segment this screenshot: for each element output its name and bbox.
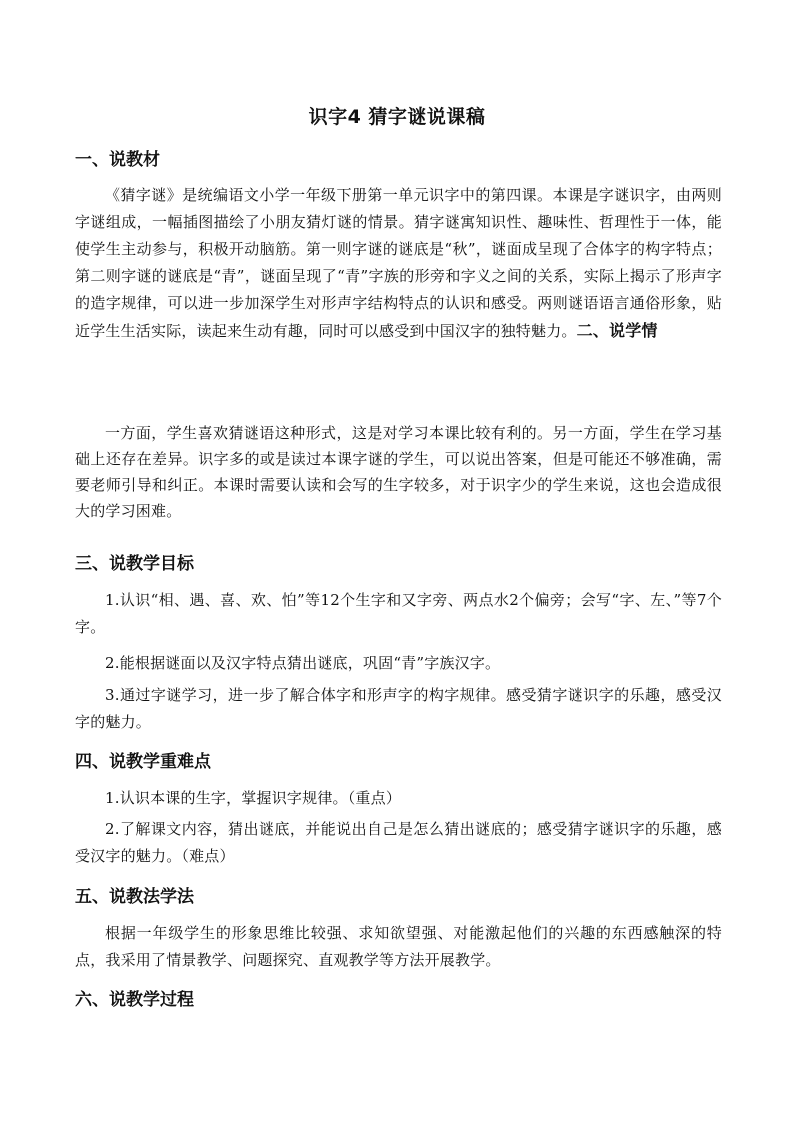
section-heading-2: 二、说学情 [576,321,658,340]
section-heading-4: 四、说教学重难点 [75,752,211,772]
section-1-paragraph [75,182,722,345]
section-heading-3: 三、说教学目标 [75,554,194,574]
document-title: 识字4 猜字谜说课稿 [308,106,486,128]
section-4-item-1: 1.认识本课的生字，掌握识字规律。（重点） [105,789,402,807]
section-5-paragraph: 根据一年级学生的形象思维比较强、求知欲望强、对能激起他们的兴趣的东西感触深的特点，我采用了情景教学、问题探究、直观教学等方法开展教学。 [75,924,722,969]
section-4-item-2: 2.了解课文内容，猜出谜底，并能说出自己是怎么猜出谜底的；感受猜字谜识字的乐趣，感受汉字的魅力。（难点） [75,820,722,865]
section-3-item-2: 2.能根据谜面以及汉字特点猜出谜底，巩固“青”字族汉字。 [105,654,501,672]
section-heading-1: 一、说教材 [75,150,160,170]
section-3-item-3: 3.通过字谜学习，进一步了解合体字和形声字的构字规律。感受猜字谜识字的乐趣，感受汉字的魅力。 [75,686,722,731]
section-2-paragraph: 一方面，学生喜欢猜谜语这种形式，这是对学习本课比较有利的。另一方面，学生在学习基础上还存在差异。识字多的或是读过本课字谜的学生，可以说出答案，但是可能还不够准确，需要老师引导和纠正。本课时需要认读和会写的生字较多，对于识字少的学生来说，这也会造成很大的学习困难。 [75,424,722,520]
section-heading-5: 五、说教法学法 [75,887,194,907]
section-3-item-1: 1.认识“相、遇、喜、欢、怕”等12个生字和又字旁、两点水2个偏旁；会写“字、左、”等7个字。 [75,591,722,636]
section-heading-6: 六、说教学过程 [75,990,194,1010]
section-1-paragraph-text: 《猜字谜》是统编语文小学一年级下册第一单元识字中的第四课。本课是字谜识字，由两则字谜组成，一幅插图描绘了小朋友猜灯谜的情景。猜字谜寓知识性、趣味性、哲理性于一体，能使学生主动参与，积极开动脑筋。第一则字谜的谜底是“秋”，谜面成呈现了合体字的构字特点；第二则字谜的谜底是“青”，谜面呈现了“青”字族的形旁和字义之间的关系，实际上揭示了形声字的造字规律，可以进一步加深学生对形声字结构特点的认识和感受。两则谜语语言通俗形象，贴近学生生活实际，读起来生动有趣，同时可以感受到中国汉字的独特魅力。 [75,186,722,340]
